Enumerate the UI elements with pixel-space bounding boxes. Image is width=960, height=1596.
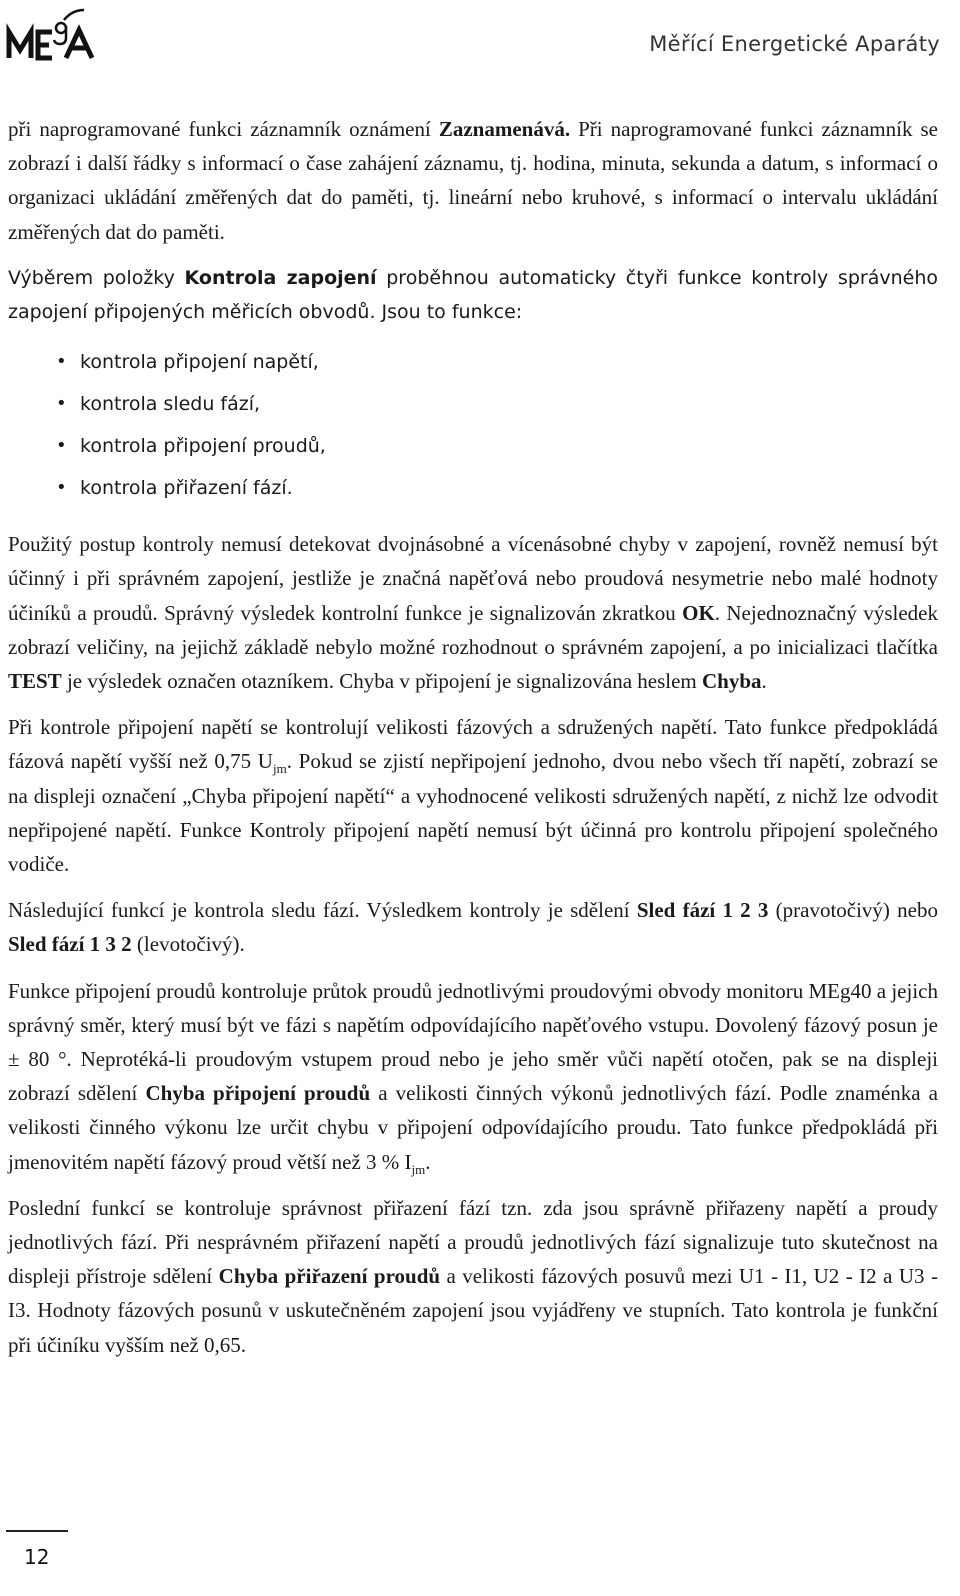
check-functions-list: [8, 341, 938, 509]
paragraph-current-check: Funkce připojení proudů kontroluje průtok proudů jednotlivými proudovými obvody monitoru MEg40 a jejich správný směr, který musí být ve fázi s napětím odpovídajícího napěťového vstupu. Dovolený fázový posun je ± 80 °. Neprotéká-li proudovým vstupem proud nebo je jeho směr vůči napětí otočen, pak se na displeji zobrazí sdělení Chyba připojení proudů a velikosti činných výkonů jednotlivých fází. Podle znaménka a velikosti činného výkonu lze určit chybu v připojení odpovídajícího proudu. Tato funkce předpokládá při jmenovitém napětí fázový proud větší než 3 % $I_{jm}$.: [8, 978, 939, 1177]
header-title: Měřící Energetické Aparáty: [649, 32, 940, 56]
paragraph-phase-sequence: Následující funkcí je kontrola sledu fází. Výsledkem kontroly je sdělení Sled fází 1 2 3 (pravotočivý) nebo Sled fází 1 3 2 (levotočivý).: [8, 898, 938, 957]
list-item: • kontrola připojení proudů,: [56, 435, 326, 458]
page-number: 12: [24, 1545, 50, 1569]
paragraph-procedure-limits: Použitý postup kontroly nemusí detekovat dvojnásobné a vícenásobné chyby v zapojení, rovněž nemusí být účinný i při správném zapojení, jestliže je značná napěťová nebo proudová nesymetrie nebo malé hodnoty účiníků a proudů. Správný výsledek kontrolní funkce je signalizován zkratkou OK. Nejednoznačný výsledek zobrazí veličiny, na jejichž základě nebylo možné rozhodnout o správném zapojení, a po inicializaci tlačítka TEST je výsledek označen otazníkem. Chyba v připojení je signalizována heslem Chyba.: [8, 532, 938, 694]
document-body: [8, 112, 938, 1362]
page-header: [0, 0, 960, 70]
list-item: • kontrola připojení napětí,: [56, 351, 319, 374]
paragraph-connection-check-intro: Výběrem položky Kontrola zapojení proběhnou automaticky čtyři funkce kontroly správného zapojení připojených měřicích obvodů. Jsou to funkce:: [8, 266, 938, 324]
paragraph-recorder-info: při naprogramované funkci záznamník oznámení Zaznamenává. Při naprogramované funkci záznamník se zobrazí i další řádky s informací o čase zahájení záznamu, tj. hodina, minuta, sekunda a datum, s informací o organizaci ukládání změřených dat do paměti, tj. lineární nebo kruhové, s informací o intervalu ukládání změřených dat do paměti.: [8, 117, 938, 244]
mega-logo: [6, 8, 106, 64]
list-item: • kontrola sledu fází,: [56, 393, 261, 416]
footer-divider: [6, 1530, 68, 1532]
paragraph-voltage-check: Při kontrole připojení napětí se kontrolují velikosti fázových a sdružených napětí. Tato funkce předpokládá fázová napětí vyšší než 0,75 $U_{jm}$. Pokud se zjistí nepřipojení jednoho, dvou nebo všech tří napětí, zobrazí se na displeji označení „Chyba připojení napětí“ a vyhodnocené velikosti sdružených napětí, z nichž lze odvodit nepřipojené napětí. Funkce Kontroly připojení napětí nemusí být účinná pro kontrolu připojení společného vodiče.: [8, 715, 938, 877]
list-item: • kontrola přiřazení fází.: [56, 477, 293, 500]
paragraph-phase-assignment: Poslední funkcí se kontroluje správnost přiřazení fází tzn. zda jsou správně přiřazeny napětí a proudy jednotlivých fází. Při nesprávném přiřazení napětí a proudů jednotlivých fází signalizuje tuto skutečnost na displeji přístroje sdělení Chyba přiřazení proudů a velikosti fázových posuvů mezi U1 - I1, U2 - I2 a U3 - I3. Hodnoty fázových posunů v uskutečněném zapojení jsou vyjádřeny ve stupních. Tato kontrola je funkční při účiníku vyšším než 0,65.: [8, 1195, 939, 1357]
